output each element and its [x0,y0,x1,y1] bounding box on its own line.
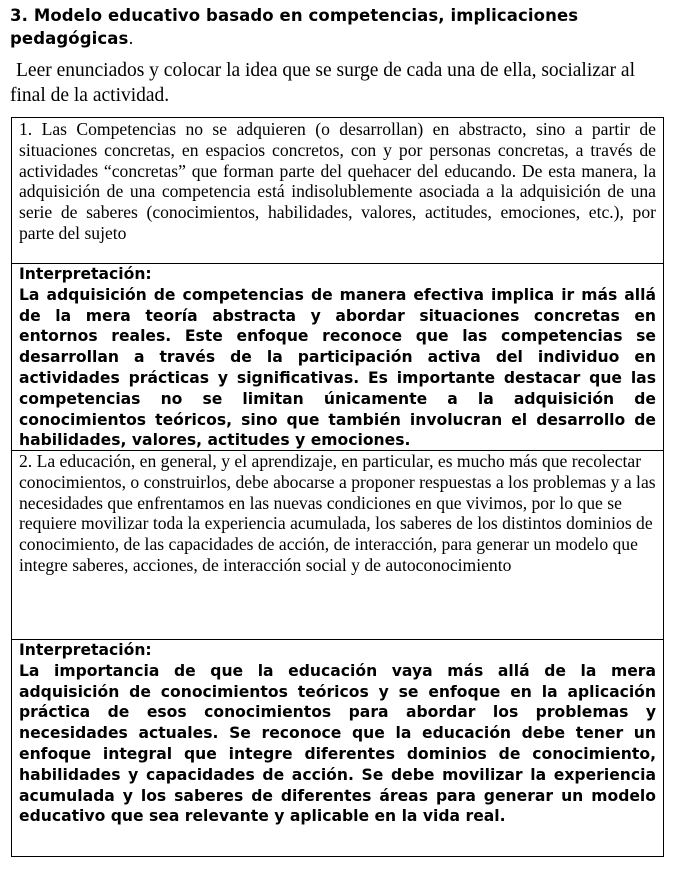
activity-table [11,117,664,857]
interpretation-cell-1 [12,263,663,450]
interpretation-text-2: La importancia de que la educación vaya más allá de la mera adquisición de conocimientos teóricos y se enfoque en la aplicación práctica de esos conocimientos para abordar los problemas y necesidades actuales. Se reconoce que la educación debe tener un enfoque integral que integre diferentes dominios de conocimiento, habilidades y capacidades de acción. Se debe movilizar la experiencia acumulada y los saberes de diferentes áreas para generar un modelo educativo que sea relevante y aplicable en la vida real. [19,661,656,826]
statement-cell-2 [12,450,663,639]
statement-cell-1 [12,118,663,264]
interpretation-label-1: Interpretación: [19,265,152,283]
activity-instruction: Leer enunciados y colocar la idea que se surge de cada una de ella, socializar al final de la actividad. [10,60,636,106]
statement-text-2: 2. La educación, en general, y el aprendizaje, en particular, es mucho más que recolectar conocimientos, o construirlos, debe abocarse a proponer respuestas a los problemas y a las necesidades que enfrentamos en las nuevas condiciones en que vivimos, por lo que se requiere movilizar toda la experiencia acumulada, los saberes de los distintos dominios de conocimiento, de las capacidades de acción, de interacción, para generar un modelo que integre saberes, acciones, de interacción social y de autoconocimiento [19,451,656,575]
statement-text-1: 1. Las Competencias no se adquieren (o desarrollan) en abstracto, sino a partir de situaciones concretas, en espacios concretos, con y por personas concretas, a través de actividades “concretas” que forman parte del quehacer del educando. De esta manera, la adquisición de una competencia está indisolublemente asociada a la adquisición de una serie de saberes (conocimientos, habilidades, valores, actitudes, emociones, etc.), por parte del sujeto [19,119,656,243]
section-heading [10,4,670,50]
section-title: Modelo educativo basado en competencias, implicaciones pedagógicas [10,6,579,48]
section-number: 3. [10,6,28,25]
interpretation-cell-2 [12,639,663,869]
interpretation-text-1: La adquisición de competencias de manera efectiva implica ir más allá de la mera teoría abstracta y abordar situaciones concretas en entornos reales. Este enfoque reconoce que las competencias se desarrollan a través de la participación activa del individuo en actividades prácticas y significativas. Es importante destacar que las competencias no se limitan únicamente a la adquisición de conocimientos teóricos, sino que también involucran el desarrollo de habilidades, valores, actitudes y emociones. [19,285,656,450]
interpretation-label-2: Interpretación: [19,641,152,659]
section-title-period: . [128,29,134,48]
